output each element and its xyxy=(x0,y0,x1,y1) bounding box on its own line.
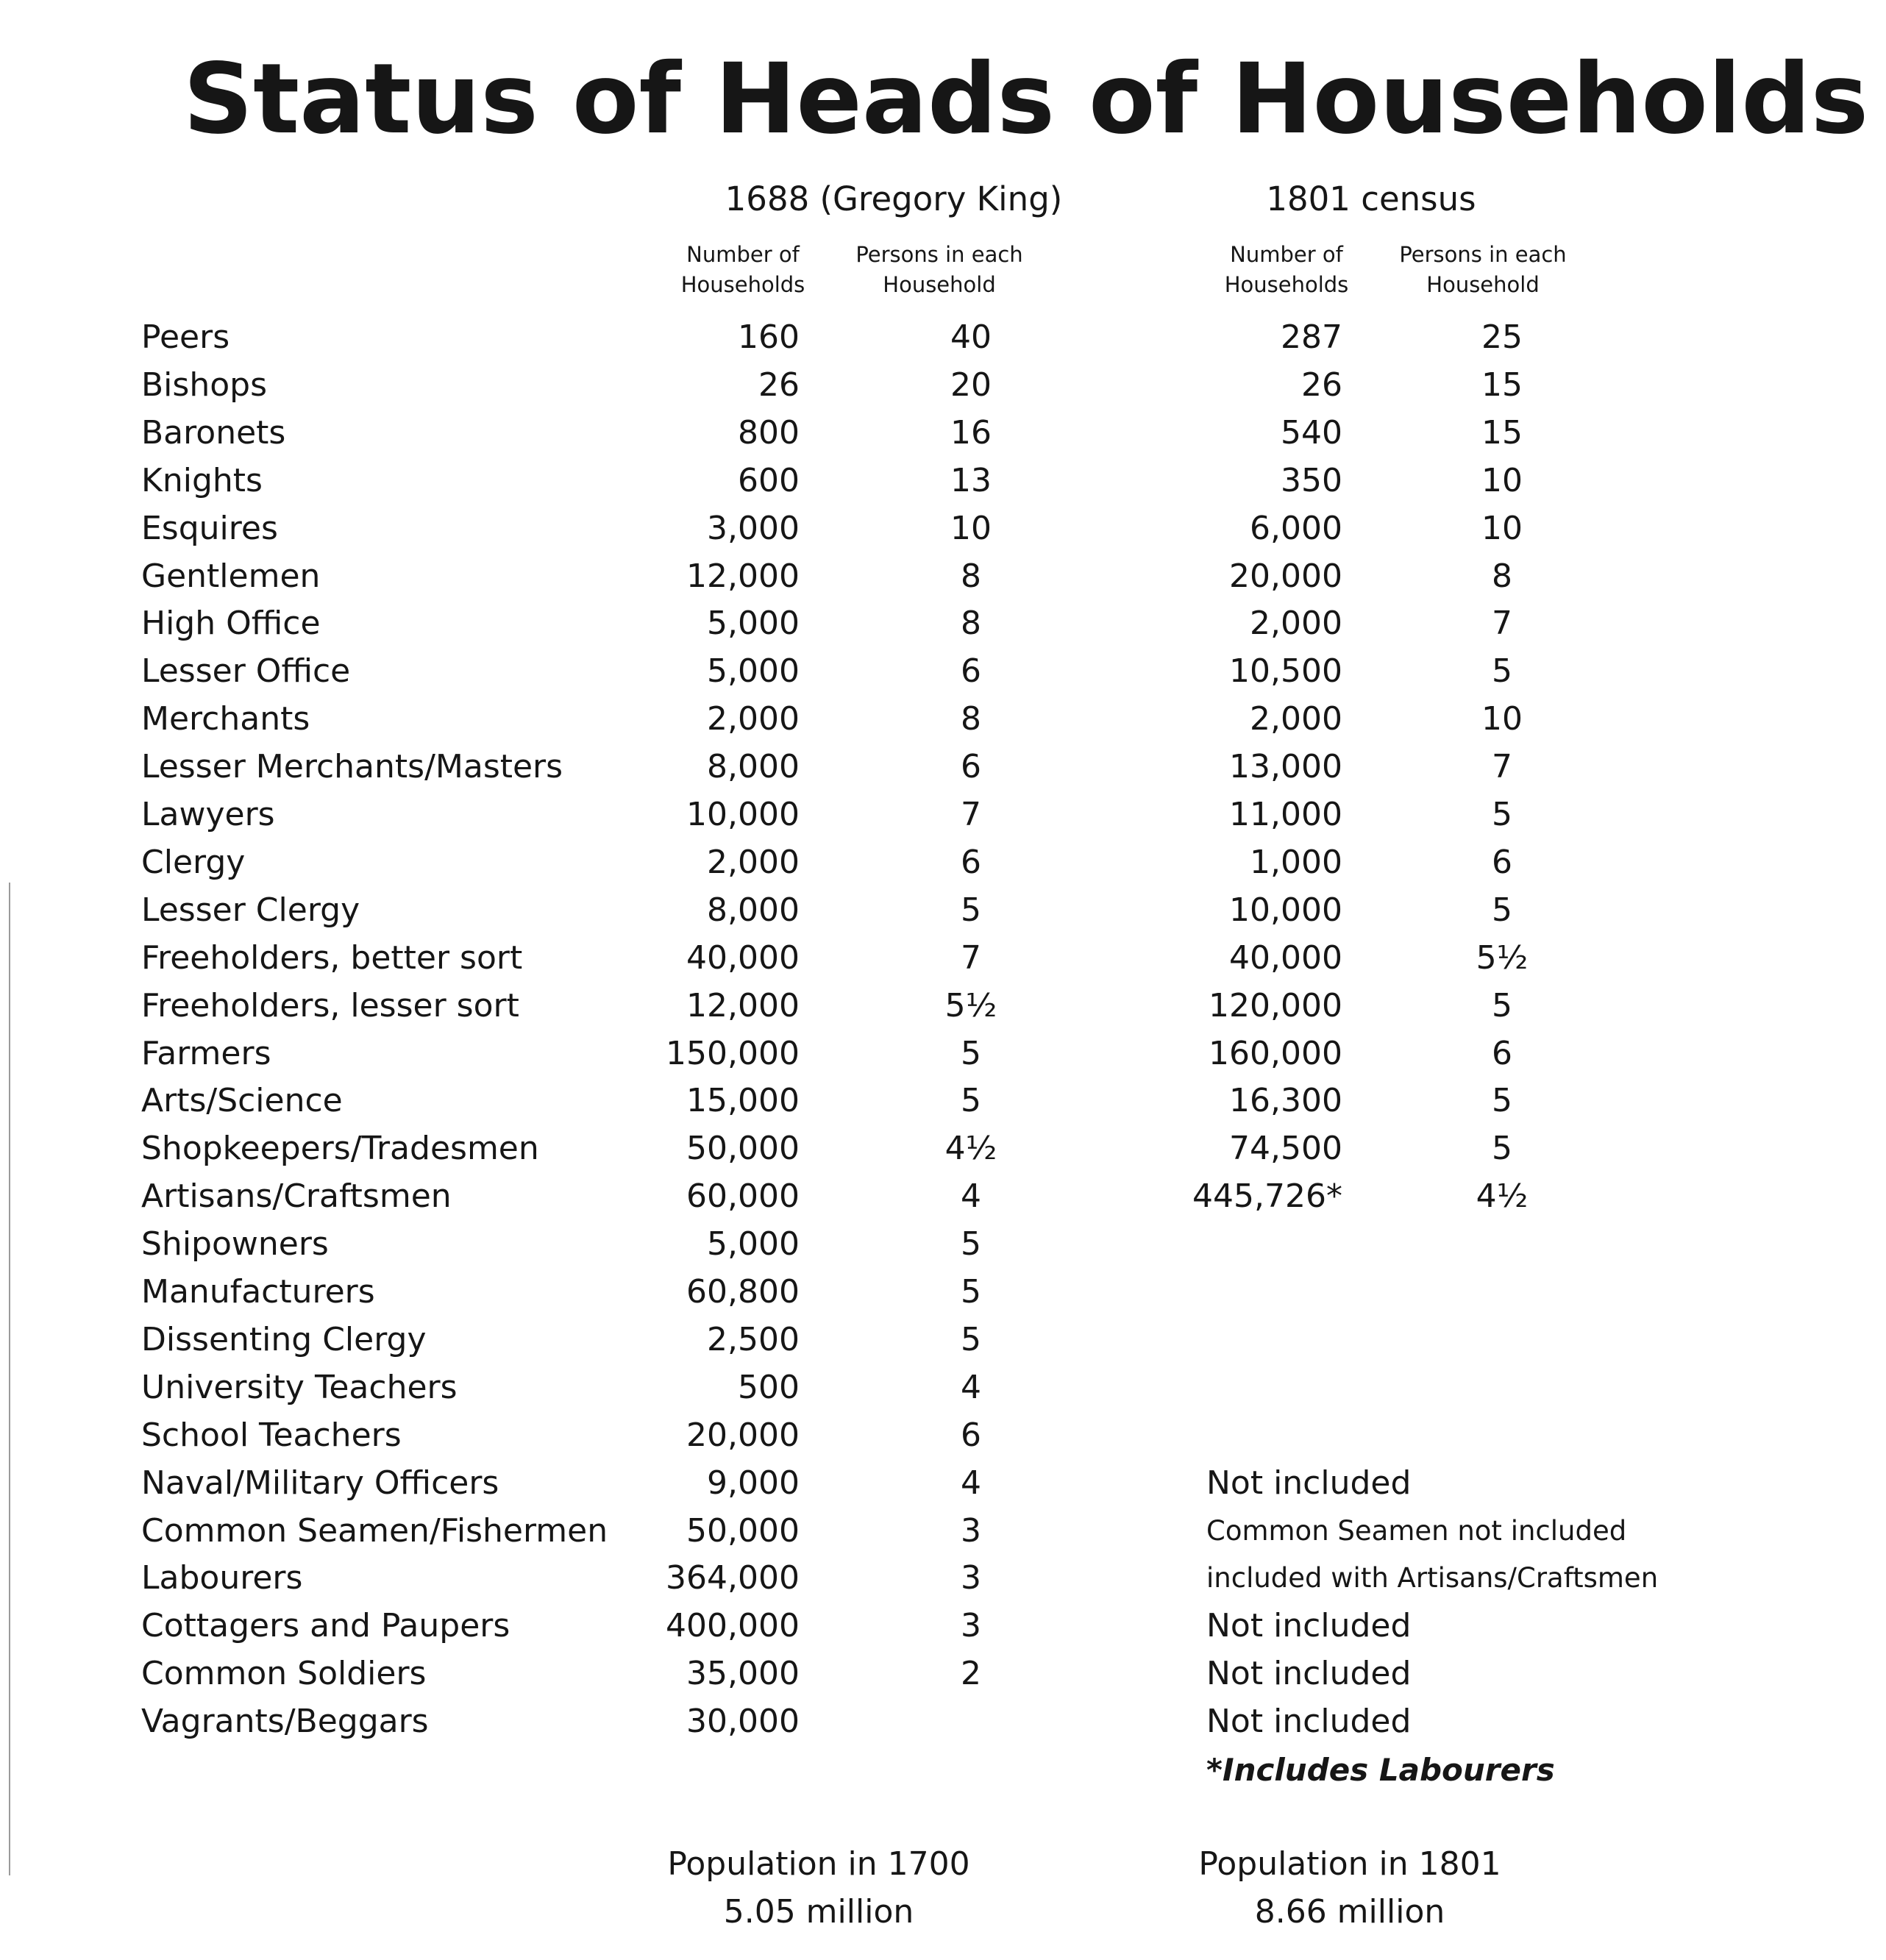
row-label: Shipowners xyxy=(141,1225,329,1264)
persons-1801-text: 10 xyxy=(1481,700,1523,738)
persons-1801-text: 5 xyxy=(1492,1130,1512,1168)
households-1688: 30,000 xyxy=(686,1703,800,1741)
persons-1688-text: 6 xyxy=(961,843,981,881)
column-header-households-1688 xyxy=(681,240,805,300)
population-1801 xyxy=(1198,1840,1501,1936)
persons-1688-text: 13 xyxy=(950,461,992,499)
table-row xyxy=(0,1220,1886,1268)
row-label: Lesser Merchants/Masters xyxy=(141,748,563,786)
households-1688: 5,000 xyxy=(707,605,800,643)
persons-1801-text: 7 xyxy=(1492,605,1512,643)
population-1700-value: 5.05 million xyxy=(723,1893,914,1931)
column-header-line: Number of xyxy=(686,242,800,267)
persons-1801-text: 10 xyxy=(1481,509,1523,547)
persons-1688-text: 5 xyxy=(961,891,981,929)
households-1688: 20,000 xyxy=(686,1416,800,1454)
households-1688: 50,000 xyxy=(686,1511,800,1550)
households-1801: 350 xyxy=(1281,461,1342,499)
persons-1801-text: 5 xyxy=(1492,986,1512,1024)
row-label: Common Seamen/Fishermen xyxy=(141,1511,608,1550)
persons-1801-text: 25 xyxy=(1481,318,1523,356)
table-row xyxy=(0,838,1886,886)
persons-1801 xyxy=(1502,1364,1503,1411)
households-1688: 12,000 xyxy=(686,986,800,1024)
row-label: Peers xyxy=(141,318,230,356)
households-1688: 8,000 xyxy=(707,748,800,786)
table-row xyxy=(0,552,1886,600)
households-1688: 500 xyxy=(738,1368,800,1406)
persons-1801-text: 5 xyxy=(1492,796,1512,833)
persons-1801 xyxy=(1492,982,1512,1030)
table-row xyxy=(0,1172,1886,1220)
row-label: Farmers xyxy=(141,1034,271,1072)
households-1801: 1,000 xyxy=(1250,843,1342,881)
persons-1688-text: 8 xyxy=(961,700,981,738)
households-1801: 2,000 xyxy=(1250,700,1342,738)
households-1801: 540 xyxy=(1281,413,1342,452)
row-label: Vagrants/Beggars xyxy=(141,1703,429,1741)
persons-1688-text: 5½ xyxy=(944,986,997,1024)
persons-1688-text: 4½ xyxy=(944,1130,997,1168)
persons-1801-text: 6 xyxy=(1492,843,1512,881)
census-note: included with Artisans/Craftsmen xyxy=(1206,1562,1659,1594)
persons-1688 xyxy=(950,409,992,457)
households-1688: 160 xyxy=(738,318,800,356)
persons-1688-text: 6 xyxy=(961,652,981,691)
row-label: Gentlemen xyxy=(141,557,321,595)
table-row xyxy=(0,361,1886,409)
persons-1801 xyxy=(1492,886,1512,934)
column-header-line: Household xyxy=(1426,272,1540,297)
persons-1688 xyxy=(961,743,981,791)
households-1688: 40,000 xyxy=(686,938,800,977)
persons-1801 xyxy=(1476,1172,1529,1220)
row-label: Artisans/Craftsmen xyxy=(141,1177,452,1216)
table-row xyxy=(0,505,1886,552)
column-header-line: Persons in each xyxy=(855,242,1023,267)
persons-1688 xyxy=(961,647,981,695)
table-row xyxy=(0,695,1886,743)
page-title: Status of Heads of Households xyxy=(183,43,1869,156)
persons-1688-text: 40 xyxy=(950,318,992,356)
households-1688: 364,000 xyxy=(666,1559,800,1597)
column-header-line: Households xyxy=(1224,272,1349,297)
households-1688: 35,000 xyxy=(686,1655,800,1693)
row-label: Shopkeepers/Tradesmen xyxy=(141,1130,539,1168)
households-1801: 445,726* xyxy=(1192,1177,1342,1216)
scan-edge-line xyxy=(9,883,10,1875)
persons-1688 xyxy=(961,1602,981,1650)
households-1688: 5,000 xyxy=(707,652,800,691)
column-header-persons-1688 xyxy=(855,240,1022,300)
table-row xyxy=(0,982,1886,1030)
table-row xyxy=(0,743,1886,791)
table-row xyxy=(0,1697,1886,1745)
census-note: Not included xyxy=(1206,1655,1412,1693)
persons-1688-text: 5 xyxy=(961,1225,981,1264)
households-1801: 13,000 xyxy=(1229,748,1342,786)
persons-1801-text: 5 xyxy=(1492,1082,1512,1120)
households-1688: 2,500 xyxy=(707,1320,800,1358)
census-note: Not included xyxy=(1206,1703,1412,1741)
persons-1688 xyxy=(961,1507,981,1555)
persons-1688 xyxy=(961,1268,981,1316)
row-label: Freeholders, better sort xyxy=(141,938,523,977)
persons-1801-text: 7 xyxy=(1492,748,1512,786)
persons-1688 xyxy=(961,934,981,982)
households-1801: 287 xyxy=(1281,318,1342,356)
households-1688: 26 xyxy=(758,366,800,404)
population-1801-label: Population in 1801 xyxy=(1198,1845,1501,1883)
persons-1801-text: 5 xyxy=(1492,652,1512,691)
persons-1688 xyxy=(961,552,981,600)
persons-1801-text: 15 xyxy=(1481,366,1523,404)
persons-1688-text: 4 xyxy=(961,1177,981,1216)
column-header-persons-1801 xyxy=(1399,240,1566,300)
row-label: Cottagers and Paupers xyxy=(141,1607,510,1645)
column-header-line: Persons in each xyxy=(1399,242,1567,267)
persons-1801 xyxy=(1502,1316,1503,1364)
persons-1688-text: 3 xyxy=(961,1511,981,1550)
persons-1688 xyxy=(961,1459,981,1507)
persons-1688-text: 6 xyxy=(961,748,981,786)
population-1801-value: 8.66 million xyxy=(1254,1893,1445,1931)
persons-1801-text: 5 xyxy=(1492,891,1512,929)
households-1801: 160,000 xyxy=(1209,1034,1342,1072)
persons-1688 xyxy=(950,361,992,409)
persons-1688 xyxy=(961,1650,981,1697)
persons-1688-text: 8 xyxy=(961,557,981,595)
persons-1801 xyxy=(1481,313,1523,361)
persons-1688 xyxy=(961,599,981,647)
table-row xyxy=(0,1364,1886,1411)
persons-1688 xyxy=(961,695,981,743)
persons-1688 xyxy=(950,505,992,552)
persons-1688-text: 2 xyxy=(961,1655,981,1693)
row-label: Dissenting Clergy xyxy=(141,1320,427,1358)
group-heading-1688: 1688 (Gregory King) xyxy=(725,179,1063,218)
persons-1801 xyxy=(1492,1030,1512,1077)
persons-1688-text: 6 xyxy=(961,1416,981,1454)
households-1801: 20,000 xyxy=(1229,557,1342,595)
persons-1688 xyxy=(961,1554,981,1602)
persons-1688-text: 16 xyxy=(950,413,992,452)
persons-1801-text: 4½ xyxy=(1476,1177,1529,1216)
persons-1801 xyxy=(1481,361,1523,409)
households-1801: 11,000 xyxy=(1229,796,1342,833)
table-row xyxy=(0,1316,1886,1364)
households-1801: 120,000 xyxy=(1209,986,1342,1024)
census-note: Common Seamen not included xyxy=(1206,1514,1627,1547)
persons-1688 xyxy=(944,982,997,1030)
households-1688: 10,000 xyxy=(686,796,800,833)
persons-1801 xyxy=(1502,1220,1503,1268)
persons-1801 xyxy=(1502,1268,1503,1316)
persons-1688-text: 3 xyxy=(961,1607,981,1645)
row-label: Manufacturers xyxy=(141,1273,375,1311)
persons-1688 xyxy=(961,838,981,886)
table-row xyxy=(0,1125,1886,1172)
persons-1801 xyxy=(1476,934,1529,982)
households-1801: 16,300 xyxy=(1229,1082,1342,1120)
persons-1688 xyxy=(961,886,981,934)
households-1688: 150,000 xyxy=(666,1034,800,1072)
table-row xyxy=(0,791,1886,838)
table-row xyxy=(0,1077,1886,1125)
households-1688: 12,000 xyxy=(686,557,800,595)
persons-1801-text: 10 xyxy=(1481,461,1523,499)
households-1801: 40,000 xyxy=(1229,938,1342,977)
persons-1688-text: 4 xyxy=(961,1368,981,1406)
households-1688: 400,000 xyxy=(666,1607,800,1645)
persons-1801 xyxy=(1492,838,1512,886)
persons-1688-text: 5 xyxy=(961,1320,981,1358)
persons-1801 xyxy=(1492,743,1512,791)
persons-1688 xyxy=(961,1316,981,1364)
persons-1801 xyxy=(1492,599,1512,647)
row-label: High Office xyxy=(141,605,321,643)
households-1688: 2,000 xyxy=(707,700,800,738)
row-label: Clergy xyxy=(141,843,246,881)
households-1801: 26 xyxy=(1301,366,1342,404)
persons-1801 xyxy=(1502,1411,1503,1459)
persons-1688-text: 7 xyxy=(961,796,981,833)
persons-1688 xyxy=(961,791,981,838)
table-row xyxy=(0,1268,1886,1316)
persons-1801-text: 8 xyxy=(1492,557,1512,595)
row-label: Knights xyxy=(141,461,263,499)
households-1688: 60,000 xyxy=(686,1177,800,1216)
persons-1688 xyxy=(950,457,992,505)
persons-1688-text: 8 xyxy=(961,605,981,643)
column-header-line: Households xyxy=(680,272,805,297)
row-label: Bishops xyxy=(141,366,267,404)
table-row xyxy=(0,1411,1886,1459)
row-label: Esquires xyxy=(141,509,278,547)
persons-1688-text: 5 xyxy=(961,1034,981,1072)
households-1801: 74,500 xyxy=(1229,1130,1342,1168)
households-1688: 15,000 xyxy=(686,1082,800,1120)
persons-1688 xyxy=(961,1030,981,1077)
table-row xyxy=(0,457,1886,505)
table-row xyxy=(0,1507,1886,1555)
persons-1801 xyxy=(1481,505,1523,552)
table-row xyxy=(0,1602,1886,1650)
row-label: Labourers xyxy=(141,1559,303,1597)
table-row xyxy=(0,409,1886,457)
row-label: University Teachers xyxy=(141,1368,458,1406)
persons-1801 xyxy=(1481,695,1523,743)
table-row xyxy=(0,886,1886,934)
persons-1801 xyxy=(1492,791,1512,838)
households-1688: 800 xyxy=(738,413,800,452)
households-1688: 50,000 xyxy=(686,1130,800,1168)
table-row xyxy=(0,313,1886,361)
row-label: Common Soldiers xyxy=(141,1655,427,1693)
population-1700 xyxy=(667,1840,969,1936)
persons-1688-text: 20 xyxy=(950,366,992,404)
row-label: Arts/Science xyxy=(141,1082,343,1120)
persons-1688 xyxy=(961,1077,981,1125)
row-label: School Teachers xyxy=(141,1416,402,1454)
persons-1801 xyxy=(1492,552,1512,600)
persons-1801-text: 6 xyxy=(1492,1034,1512,1072)
households-1688: 8,000 xyxy=(707,891,800,929)
row-label: Naval/Military Officers xyxy=(141,1464,499,1502)
column-header-line: Number of xyxy=(1230,242,1343,267)
persons-1688 xyxy=(961,1364,981,1411)
persons-1688-text: 5 xyxy=(961,1273,981,1311)
persons-1801 xyxy=(1481,409,1523,457)
persons-1688-text: 7 xyxy=(961,938,981,977)
table-row xyxy=(0,1554,1886,1602)
row-label: Lesser Clergy xyxy=(141,891,360,929)
row-label: Baronets xyxy=(141,413,286,452)
table-row xyxy=(0,647,1886,695)
persons-1688 xyxy=(950,313,992,361)
census-note: Not included xyxy=(1206,1464,1412,1502)
column-header-households-1801 xyxy=(1225,240,1349,300)
table-row xyxy=(0,1030,1886,1077)
households-1801: 10,500 xyxy=(1229,652,1342,691)
persons-1801 xyxy=(1492,1125,1512,1172)
census-note: Not included xyxy=(1206,1607,1412,1645)
households-1801: 6,000 xyxy=(1250,509,1342,547)
row-label: Lesser Office xyxy=(141,652,351,691)
persons-1688 xyxy=(961,1220,981,1268)
persons-1801-text: 15 xyxy=(1481,413,1523,452)
persons-1688-text: 5 xyxy=(961,1082,981,1120)
population-1700-label: Population in 1700 xyxy=(667,1845,970,1883)
table-row xyxy=(0,1459,1886,1507)
persons-1688 xyxy=(971,1697,972,1745)
persons-1688-text: 10 xyxy=(950,509,992,547)
households-1688: 5,000 xyxy=(707,1225,800,1264)
persons-1688 xyxy=(961,1411,981,1459)
table-row xyxy=(0,599,1886,647)
persons-1688-text: 3 xyxy=(961,1559,981,1597)
group-heading-1801: 1801 census xyxy=(1266,179,1476,218)
households-1688: 60,800 xyxy=(686,1273,800,1311)
households-1801: 10,000 xyxy=(1229,891,1342,929)
households-1688: 600 xyxy=(738,461,800,499)
row-label: Merchants xyxy=(141,700,310,738)
table-row xyxy=(0,1650,1886,1697)
households-1801: 2,000 xyxy=(1250,605,1342,643)
persons-1801 xyxy=(1481,457,1523,505)
persons-1801 xyxy=(1492,1077,1512,1125)
persons-1688-text: 4 xyxy=(961,1464,981,1502)
households-1688: 3,000 xyxy=(707,509,800,547)
persons-1688 xyxy=(961,1172,981,1220)
households-1688: 2,000 xyxy=(707,843,800,881)
table-row xyxy=(0,934,1886,982)
persons-1801-text: 5½ xyxy=(1476,938,1529,977)
persons-1688 xyxy=(944,1125,997,1172)
row-label: Freeholders, lesser sort xyxy=(141,986,519,1024)
households-1688: 9,000 xyxy=(707,1464,800,1502)
persons-1801 xyxy=(1492,647,1512,695)
column-header-line: Household xyxy=(883,272,996,297)
footnote: *Includes Labourers xyxy=(1206,1752,1555,1788)
row-label: Lawyers xyxy=(141,796,275,833)
